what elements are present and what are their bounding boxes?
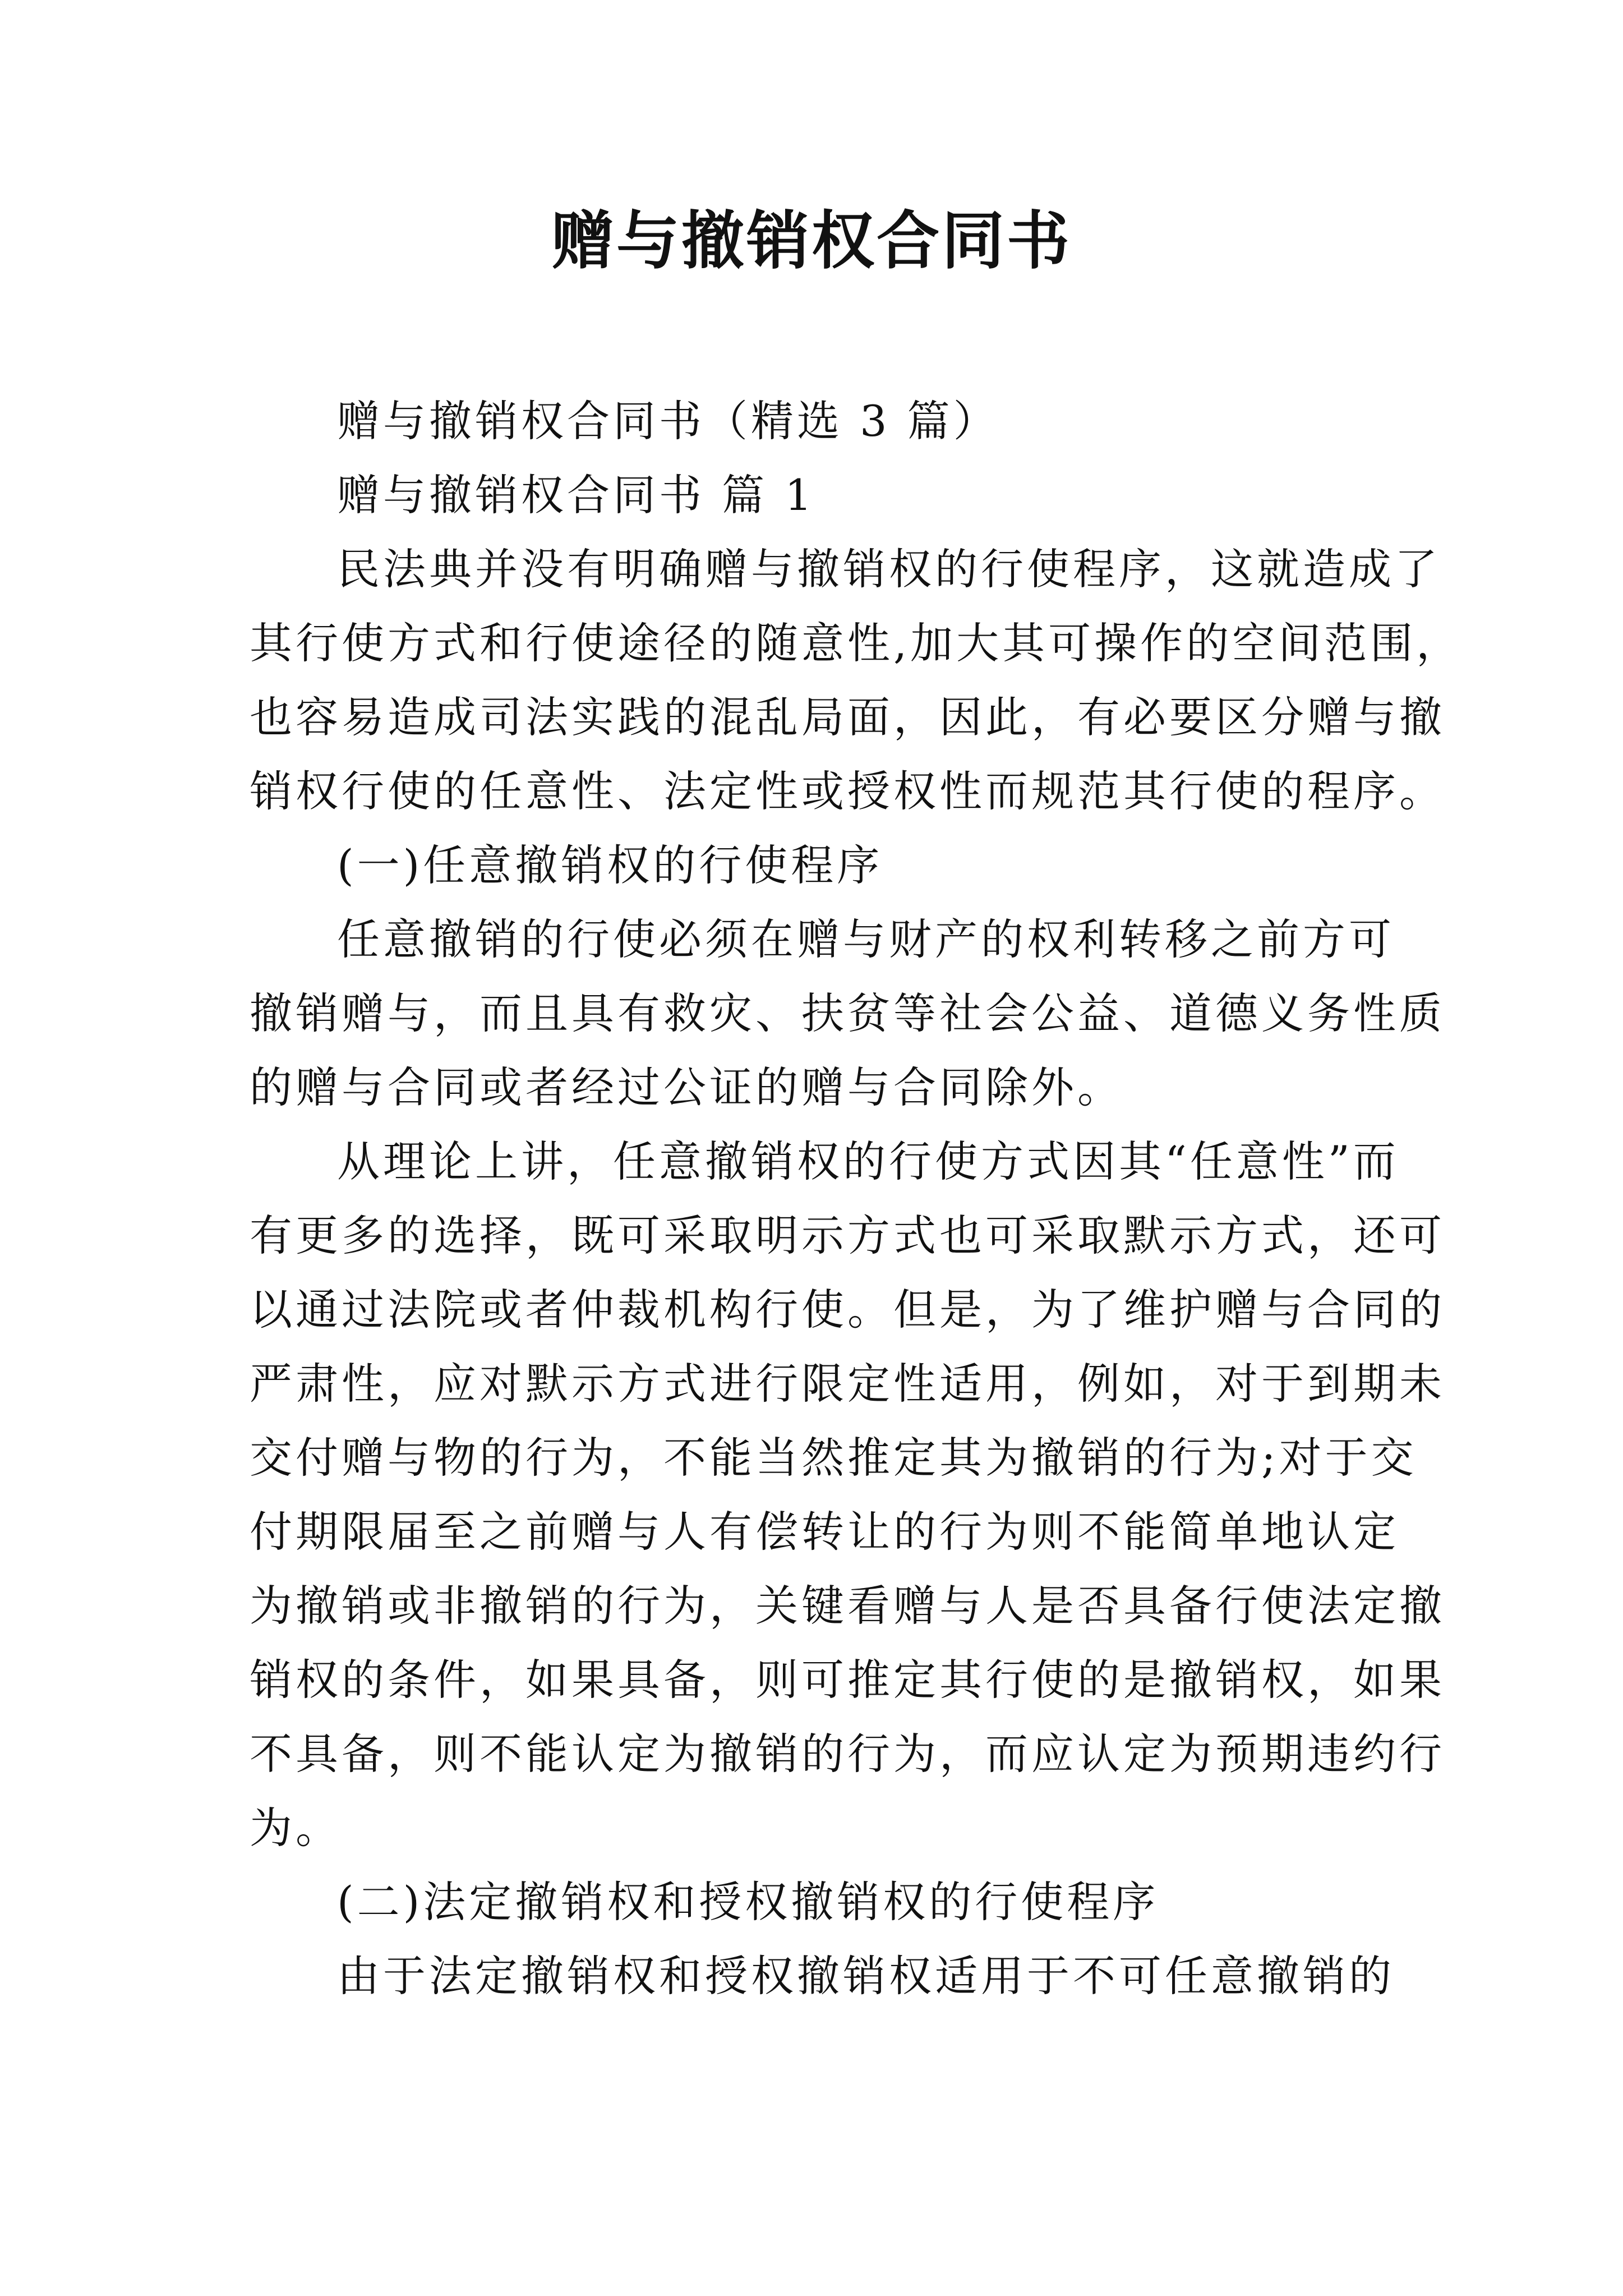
paragraph-line: 交付赠与物的行为，不能当然推定其为撤销的行为;对于交 [250,1433,1417,1483]
paragraph-line: 任意撤销的行使必须在赠与财产的权利转移之前方可 [337,914,1395,964]
subtitle-line: 赠与撤销权合同书（精选 3 篇） [337,396,999,446]
paragraph-line: 撤销赠与，而且具有救灾、扶贫等社会公益、道德义务性质 [250,988,1445,1038]
paragraph-line: 销权行使的任意性、法定性或授权性而规范其行使的程序。 [250,766,1445,816]
paragraph-line: 民法典并没有明确赠与撤销权的行使程序，这就造成了 [337,544,1441,594]
subheading-line: (二)法定撤销权和授权撤销权的行使程序 [337,1877,1159,1927]
paragraph-line: 有更多的选择，既可采取明示方式也可采取默示方式，还可 [250,1211,1445,1260]
paragraph-line: 从理论上讲，任意撤销权的行使方式因其“任意性”而 [337,1137,1399,1186]
document-body [250,384,1463,2013]
paragraph-line: 不具备，则不能认定为撤销的行为，而应认定为预期违约行 [250,1729,1445,1779]
section-title-line: 赠与撤销权合同书 篇 1 [337,470,815,520]
paragraph-line: 为撤销或非撤销的行为，关键看赠与人是否具备行使法定撤 [250,1581,1445,1631]
paragraph-line: 为。 [250,1803,342,1853]
paragraph-line: 付期限届至之前赠与人有偿转让的行为则不能简单地认定 [250,1507,1399,1557]
paragraph-line: 其行使方式和行使途径的随意性,加大其可操作的空间范围， [250,618,1463,668]
paragraph-line: 严肃性，应对默示方式进行限定性适用，例如，对于到期未 [250,1359,1445,1409]
paragraph-line: 以通过法院或者仲裁机构行使。但是，为了维护赠与合同的 [250,1285,1445,1335]
subheading-line: (一)任意撤销权的行使程序 [337,840,883,890]
paragraph-line: 的赠与合同或者经过公证的赠与合同除外。 [250,1062,1123,1112]
document-title: 赠与撤销权合同书 [551,204,1072,278]
paragraph-line: 也容易造成司法实践的混乱局面，因此，有必要区分赠与撤 [250,692,1445,742]
paragraph-line: 由于法定撤销权和授权撤销权适用于不可任意撤销的 [337,1951,1395,2001]
paragraph-line: 销权的条件，如果具备，则可推定其行使的是撤销权，如果 [250,1655,1445,1705]
